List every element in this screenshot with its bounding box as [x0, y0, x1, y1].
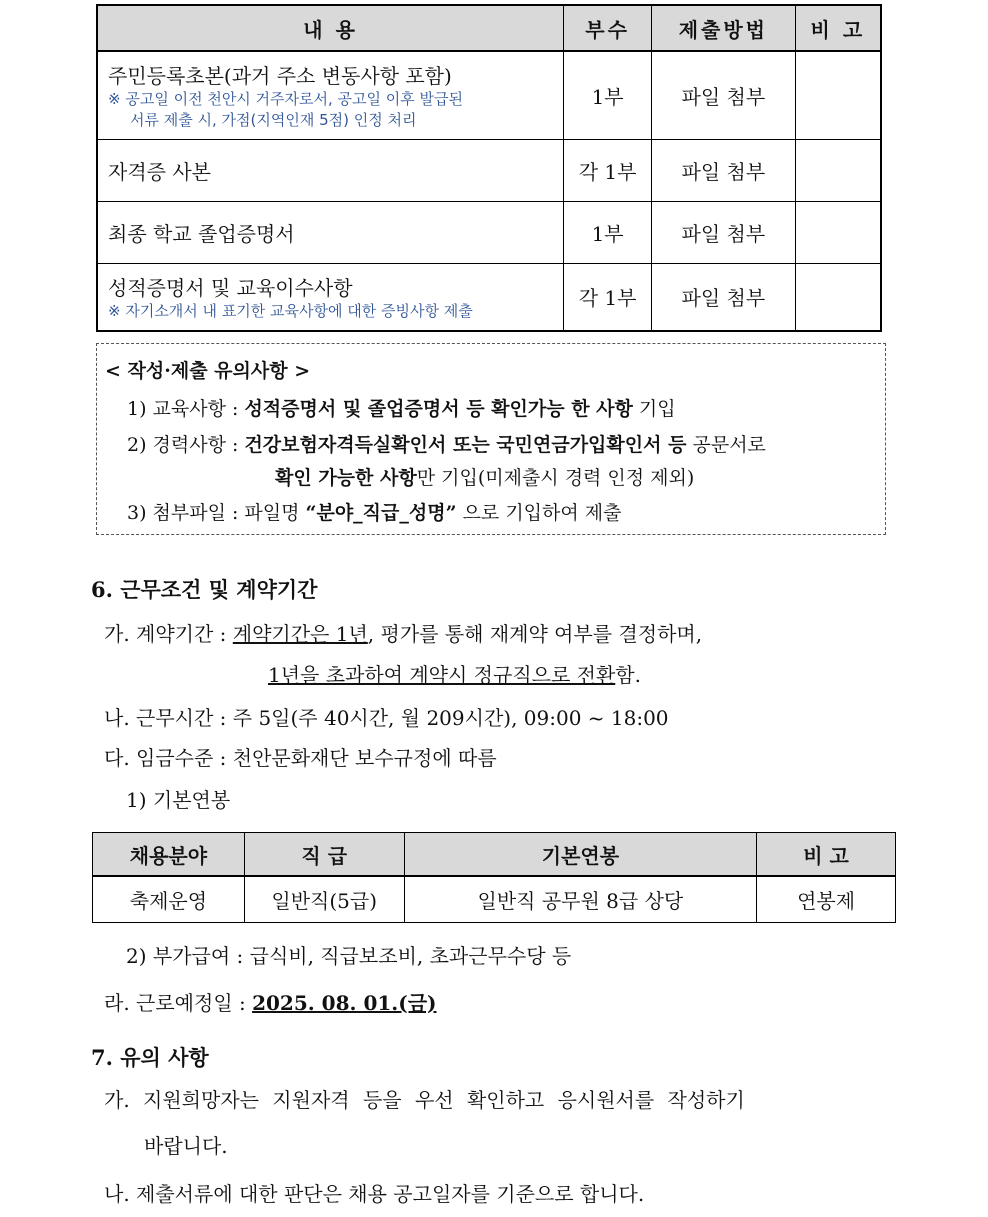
notice-title: < 작성·제출 유의사항 >: [105, 360, 311, 382]
notice-item-2-cont: 확인 가능한 사항만 기입(미제출시 경력 인정 제외): [275, 467, 695, 489]
cell-field: 축제운영: [93, 876, 245, 923]
contract-period-cont: 1년을 초과하여 계약시 정규직으로 전환함.: [268, 663, 641, 687]
header-salary: 기본연봉: [404, 833, 757, 877]
cell-salary: 일반직 공무원 8급 상당: [404, 876, 757, 923]
notice-box: [96, 343, 886, 535]
row-note: ※ 자기소개서 내 표기한 교육사항에 대한 증빙사항 제출: [108, 301, 473, 320]
header-remark: 비 고: [795, 5, 881, 51]
start-date: 라. 근로예정일 : 2025. 08. 01.(금): [104, 991, 437, 1015]
row-remark: [795, 201, 881, 263]
row-method: 파일 첨부: [652, 201, 796, 263]
row-copies: 1부: [564, 51, 652, 139]
row-method: 파일 첨부: [652, 263, 796, 331]
working-hours: 나. 근무시간 : 주 5일(주 40시간, 월 209시간), 09:00 ~ 18:00: [104, 706, 669, 730]
row-content: 자격증 사본: [97, 139, 564, 201]
header-remark: 비 고: [757, 833, 896, 877]
table-header-row: [97, 5, 881, 51]
table-header-row: [93, 833, 896, 877]
table-row: [93, 876, 896, 923]
salary-table: [92, 832, 896, 923]
documents-table: [96, 4, 882, 332]
row-content: 주민등록초본(과거 주소 변동사항 포함): [108, 63, 452, 88]
table-row: [97, 139, 881, 201]
row-remark: [795, 263, 881, 331]
table-row: [97, 263, 881, 331]
row-remark: [795, 51, 881, 139]
cell-grade: 일반직(5급): [244, 876, 404, 923]
extra-pay: 2) 부가급여 : 급식비, 직급보조비, 초과근무수당 등: [126, 944, 572, 968]
notice-item-3: 3) 첨부파일 : 파일명 “분야_직급_성명” 으로 기입하여 제출: [127, 502, 622, 524]
row-content: 최종 학교 졸업증명서: [97, 201, 564, 263]
caution-item-na: 나. 제출서류에 대한 판단은 채용 공고일자를 기준으로 합니다.: [104, 1182, 645, 1206]
header-field: 채용분야: [93, 833, 245, 877]
header-copies: 부수: [564, 5, 652, 51]
header-method: 제출방법: [652, 5, 796, 51]
table-row: [97, 51, 881, 139]
cell-remark: 연봉제: [757, 876, 896, 923]
section-6-title: 6. 근무조건 및 계약기간: [91, 577, 318, 602]
notice-item-1: 1) 교육사항 : 성적증명서 및 졸업증명서 등 확인가능 한 사항 기입: [127, 398, 676, 420]
caution-item-ga-cont: 바랍니다.: [144, 1134, 228, 1158]
row-remark: [795, 139, 881, 201]
row-copies: 각 1부: [564, 139, 652, 201]
notice-item-2: 2) 경력사항 : 건강보험자격득실확인서 또는 국민연금가입확인서 등 공문서로: [127, 434, 766, 456]
row-copies: 각 1부: [564, 263, 652, 331]
caution-item-ga: 가. 지원희망자는 지원자격 등을 우선 확인하고 응시원서를 작성하기: [104, 1088, 745, 1112]
row-content: 성적증명서 및 교육이수사항: [108, 275, 353, 300]
table-row: [97, 201, 881, 263]
header-grade: 직 급: [244, 833, 404, 877]
row-copies: 1부: [564, 201, 652, 263]
row-method: 파일 첨부: [652, 51, 796, 139]
base-salary-label: 1) 기본연봉: [126, 788, 231, 812]
header-content: 내 용: [97, 5, 564, 51]
row-note: ※ 공고일 이전 천안시 거주자로서, 공고일 이후 발급된 서류 제출 시, 가점(지역인재 5점) 인정 처리: [108, 89, 464, 129]
contract-period: 가. 계약기간 : 계약기간은 1년, 평가를 통해 재계약 여부를 결정하며,: [104, 622, 703, 646]
wage-level: 다. 임금수준 : 천안문화재단 보수규정에 따름: [104, 746, 497, 770]
row-method: 파일 첨부: [652, 139, 796, 201]
section-7-title: 7. 유의 사항: [91, 1045, 209, 1070]
